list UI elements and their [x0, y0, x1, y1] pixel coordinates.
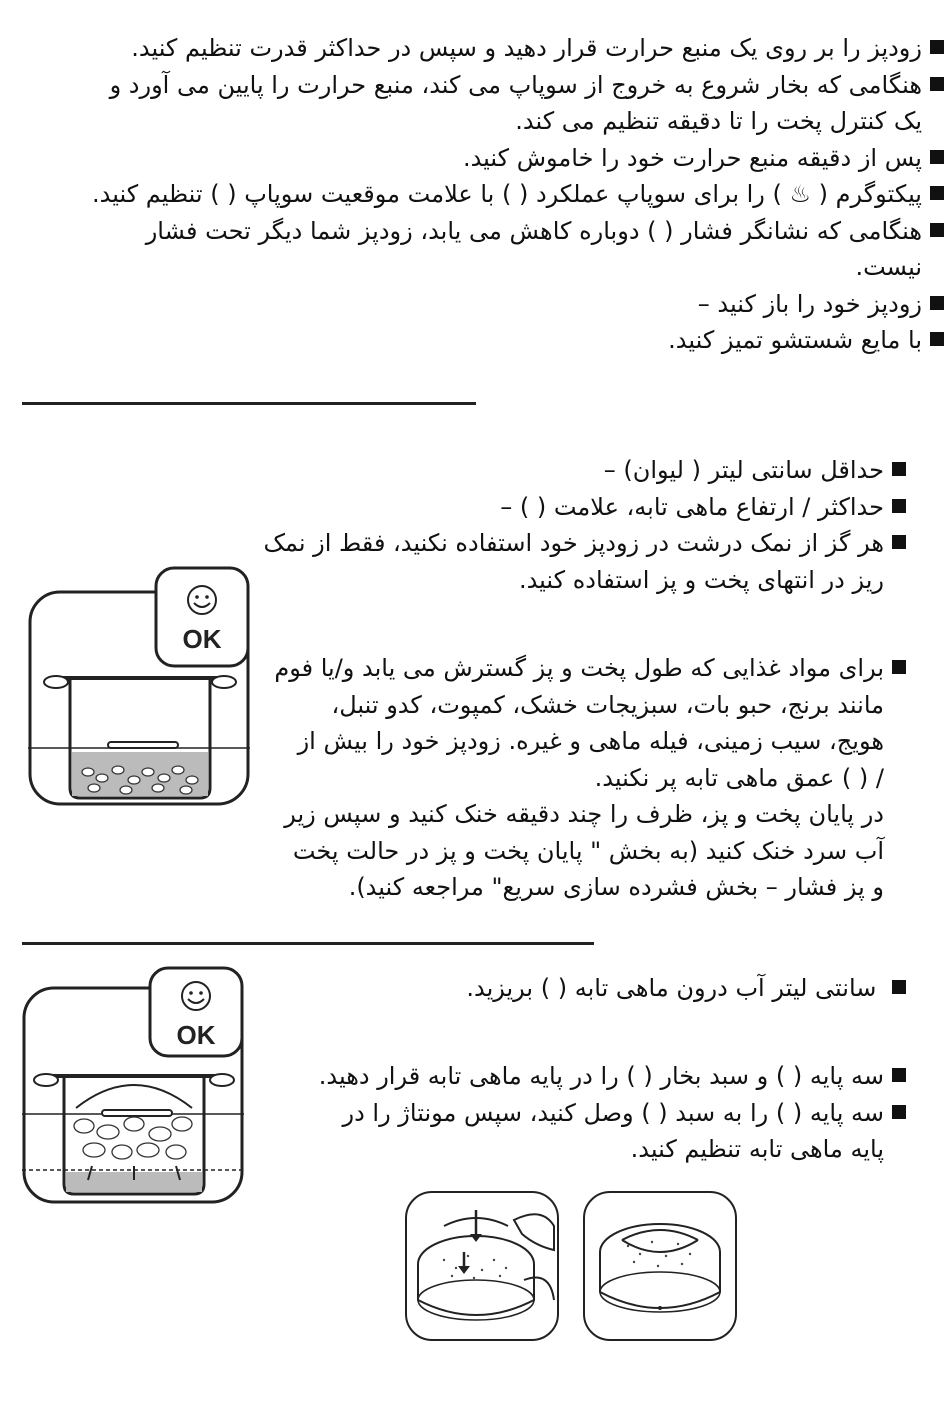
bullet-continuation: [246, 833, 906, 870]
section-water-amount: [246, 970, 906, 1007]
section-cooking-steps: [14, 30, 944, 359]
square-bullet-icon: [930, 150, 944, 164]
line-text: حداکثر / ارتفاع ماهی تابه، علامت ( ) –: [500, 492, 884, 521]
steam-basket-illustration-attach: [404, 1190, 560, 1342]
bullet-continuation: [246, 796, 906, 833]
bullet-item: [246, 650, 906, 687]
bullet-item: [246, 1058, 906, 1095]
bullet-continuation: [246, 1131, 906, 1168]
line-text: و پز فشار – بخش فشرده سازی سریع" مراجعه کنید).: [348, 873, 884, 901]
square-bullet-icon: [930, 40, 944, 54]
line-text: پس از دقیقه منبع حرارت خود را خاموش کنید.: [462, 143, 922, 172]
line-text: با مایع شستشو تمیز کنید.: [668, 326, 922, 354]
square-bullet-icon: [892, 1105, 906, 1119]
pot-fill-diagram-2: [22, 966, 244, 1206]
square-bullet-icon: [892, 535, 906, 549]
section-divider: [22, 942, 594, 945]
section-capacity-notes: [246, 452, 906, 598]
line-text: سه پایه ( ) و سبد بخار ( ) را در پایه ماهی تابه قرار دهید.: [318, 1062, 884, 1090]
square-bullet-icon: [930, 223, 944, 237]
line-text: حداقل سانتی لیتر ( لیوان) –: [603, 456, 884, 484]
square-bullet-icon: [892, 462, 906, 476]
line-text: ریز در انتهای پخت و پز استفاده کنید.: [518, 565, 884, 594]
bullet-item: [14, 176, 944, 213]
section-divider: [22, 402, 476, 405]
pot-fill-diagram-1: [28, 566, 250, 808]
steam-basket-illustration-assembled: [582, 1190, 738, 1342]
bullet-continuation: [14, 249, 944, 286]
smiley-icon: [188, 586, 216, 614]
line-text: برای مواد غذایی که طول پخت و پز گسترش می یابد و/یا فوم: [274, 654, 884, 682]
square-bullet-icon: [930, 186, 944, 200]
bullet-item: [14, 30, 944, 67]
ok-label: OK: [182, 624, 222, 654]
bullet-continuation: [246, 687, 906, 724]
bullet-continuation: [246, 562, 906, 599]
line-text: یک کنترل پخت را تا دقیقه تنظیم می کند.: [515, 107, 922, 135]
square-bullet-icon: [930, 296, 944, 310]
bullet-item: [14, 286, 944, 323]
bullet-item: [246, 525, 906, 562]
bullet-item: [246, 1095, 906, 1132]
square-bullet-icon: [930, 77, 944, 91]
line-text: پایه ماهی تابه تنظیم کنید.: [630, 1135, 884, 1163]
bullet-continuation: [246, 760, 906, 797]
line-text: در پایان پخت و پز، ظرف را چند دقیقه خنک کنید و سپس زیر: [284, 800, 884, 828]
bullet-item: [14, 67, 944, 104]
ok-label: OK: [176, 1020, 216, 1050]
line-text: هنگامی که نشانگر فشار ( ) دوباره کاهش می یابد، زودپز شما دیگر تحت فشار: [145, 216, 922, 245]
bullet-item: [14, 213, 944, 250]
bullet-continuation: [14, 103, 944, 140]
line-text: سانتی لیتر آب درون ماهی تابه ( ) بریزید.: [466, 974, 884, 1002]
square-bullet-icon: [930, 332, 944, 346]
square-bullet-icon: [892, 980, 906, 994]
square-bullet-icon: [892, 499, 906, 513]
section-steam-basket: [246, 1058, 906, 1168]
line-text: / ( ) عمق ماهی تابه پر نکنید.: [594, 763, 884, 792]
line-text: زودپز خود را باز کنید –: [697, 289, 922, 318]
bullet-item: [14, 140, 944, 177]
square-bullet-icon: [892, 1068, 906, 1082]
square-bullet-icon: [892, 660, 906, 674]
line-text: پیکتوگرم ( ♨ ) را برای سوپاپ عملکرد ( ) با علامت موقعیت سوپاپ ( ) تنظیم کنید.: [91, 180, 922, 208]
section-foam-foods: [246, 650, 906, 906]
bullet-item: [246, 452, 906, 489]
bullet-item: [246, 489, 906, 526]
bullet-continuation: [246, 869, 906, 906]
line-text: نیست.: [855, 253, 922, 281]
line-text: هنگامی که بخار شروع به خروج از سوپاپ می کند، منبع حرارت را پایین می آورد و: [109, 70, 922, 99]
smiley-icon: [182, 982, 210, 1010]
line-text: سه پایه ( ) را به سبد ( ) وصل کنید، سپس مونتاژ را در: [342, 1098, 884, 1127]
bullet-item: [246, 970, 906, 1007]
line-text: زودپز را بر روی یک منبع حرارت قرار دهید و سپس در حداکثر قدرت تنظیم کنید.: [131, 34, 922, 62]
bullet-continuation: [246, 723, 906, 760]
line-text: آب سرد خنک کنید (به بخش " پایان پخت و پز در حالت پخت: [292, 836, 884, 865]
bullet-item: [14, 322, 944, 359]
line-text: هر گز از نمک درشت در زودپز خود استفاده نکنید، فقط از نمک: [263, 529, 884, 557]
line-text: هویج، سیب زمینی، فیله ماهی و غیره. زودپز خود را بیش از: [297, 727, 884, 755]
line-text: مانند برنج، حبو بات، سبزیجات خشک، کمپوت، کدو تنبل،: [331, 690, 884, 719]
